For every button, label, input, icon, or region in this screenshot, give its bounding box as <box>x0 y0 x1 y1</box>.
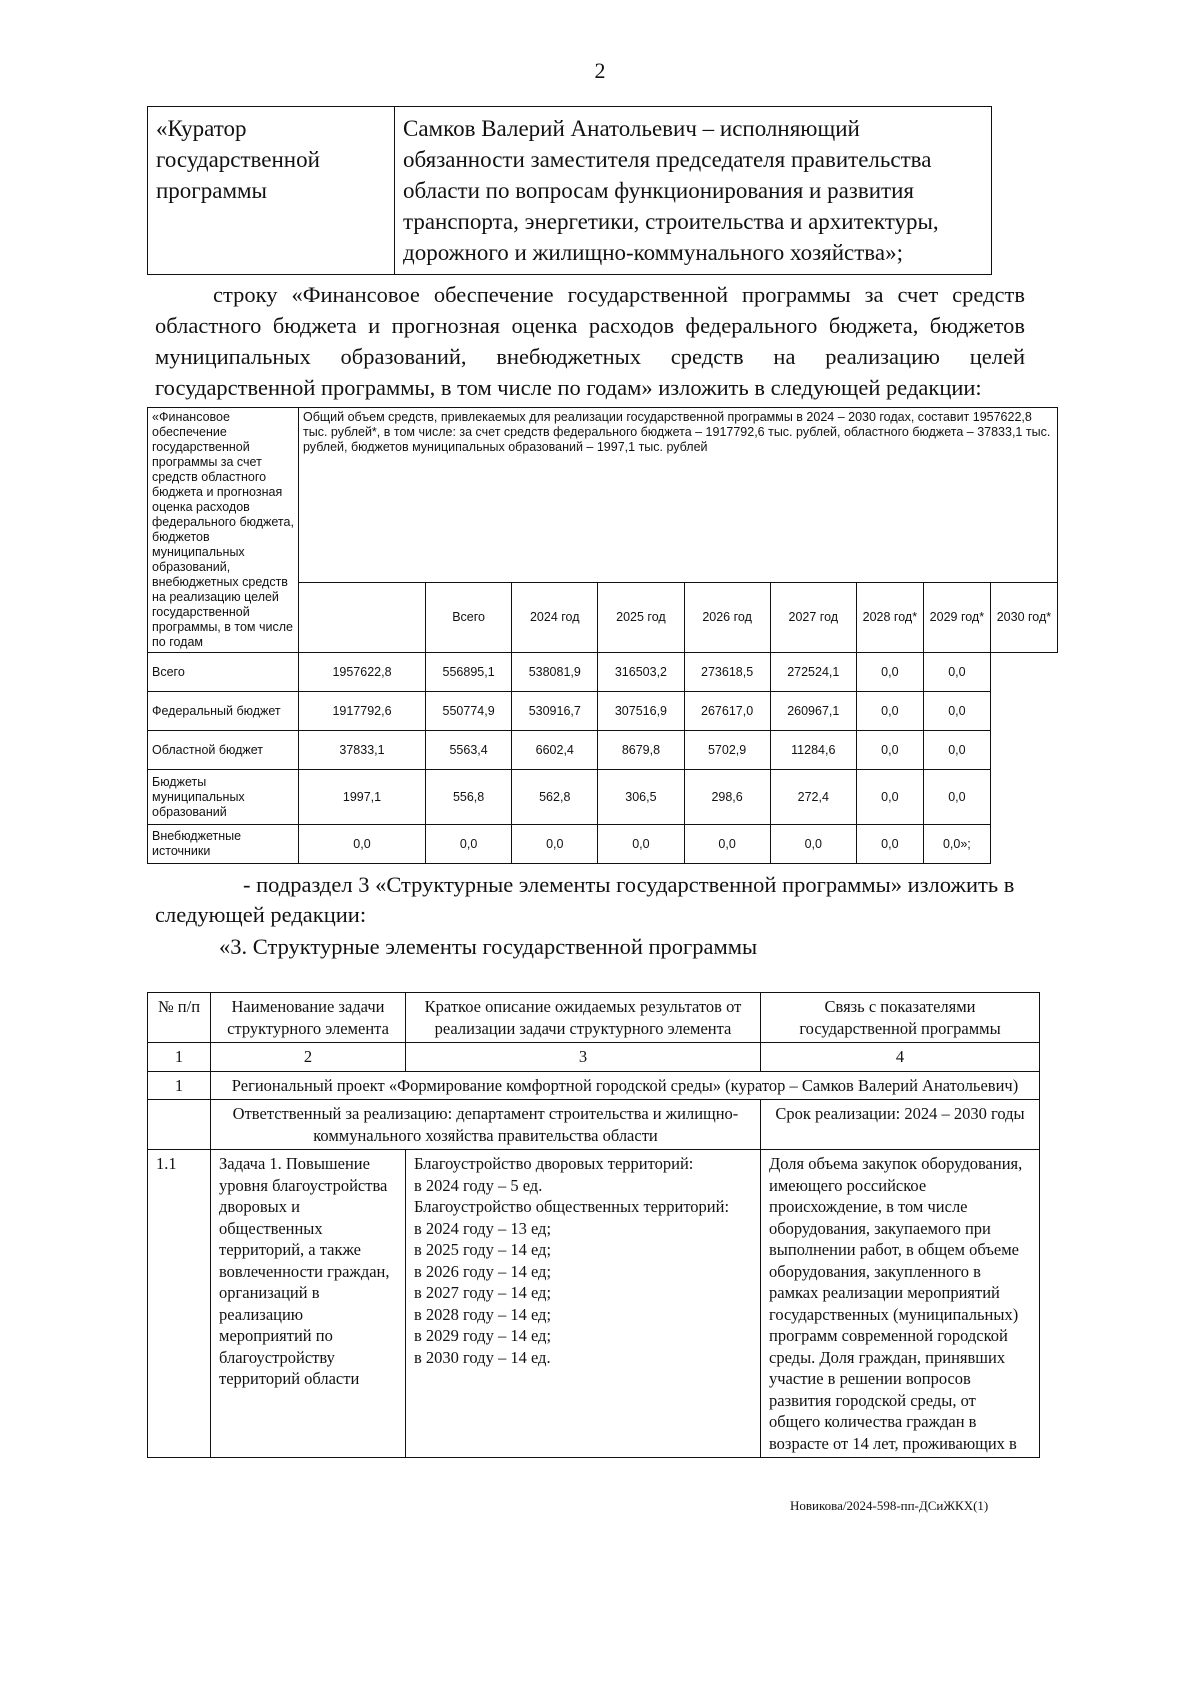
finance-value: 11284,6 <box>770 731 856 770</box>
finance-value: 538081,9 <box>512 653 598 692</box>
result-line: в 2026 году – 14 ед; <box>414 1261 552 1281</box>
finance-header: Всего <box>426 583 512 653</box>
finance-value: 556895,1 <box>426 653 512 692</box>
finance-label: «Финансовое обеспечение государственной программы за счет средств областного бюджета и прогнозная оценка расходов федерального бюджета, бюджетов муниципальных образований, внебюджетных средств на реализацию целей государственной программы, в том числе по годам <box>148 408 299 653</box>
finance-value: 272524,1 <box>770 653 856 692</box>
subsection-text: - подраздел 3 «Структурные элементы государственной программы» изложить в следующей редакции: <box>155 872 1015 927</box>
header-task: Наименование задачи структурного элемента <box>211 993 406 1043</box>
header-results: Краткое описание ожидаемых результатов от реализации задачи структурного элемента <box>406 993 761 1043</box>
finance-row-label: Внебюджетные источники <box>148 825 299 864</box>
paragraph-text: строку «Финансовое обеспечение государственной программы за счет средств областного бюджета и прогнозная оценка расходов федерального бюджета, бюджетов муниципальных образований, внебюджетных средств на реализацию целей государственной программы, в том числе по годам» изложить в следующей редакции: <box>155 282 1025 400</box>
finance-value: 0,0 <box>856 731 923 770</box>
finance-value: 0,0 <box>598 825 684 864</box>
header-no: № п/п <box>148 993 211 1043</box>
structure-table <box>147 992 1040 1458</box>
finance-value: 0,0 <box>512 825 598 864</box>
finance-value: 260967,1 <box>770 692 856 731</box>
finance-value: 267617,0 <box>684 692 770 731</box>
curator-value: Самков Валерий Анатольевич – исполняющий обязанности заместителя председателя правительства области по вопросам функционирования и развития транспорта, энергетики, строительства и архитектуры, дорожного и жилищно-коммунального хозяйства»; <box>395 107 992 275</box>
finance-row <box>148 770 1058 825</box>
result-line: Благоустройство дворовых территорий: <box>414 1154 694 1173</box>
result-line: в 2027 году – 14 ед; <box>414 1283 552 1302</box>
term: Срок реализации: 2024 – 2030 годы <box>761 1100 1040 1150</box>
finance-row <box>148 692 1058 731</box>
finance-value: 0,0 <box>856 770 923 825</box>
finance-value: 0,0 <box>923 692 990 731</box>
finance-value: 556,8 <box>426 770 512 825</box>
result-line: в 2024 году – 13 ед; <box>414 1218 552 1238</box>
result-line: в 2028 году – 14 ед; <box>414 1304 552 1324</box>
footer-reference: Новикова/2024-598-пп-ДСиЖКХ(1) <box>790 1498 989 1513</box>
col-number: 2 <box>211 1043 406 1072</box>
finance-value: 0,0 <box>923 770 990 825</box>
finance-value: 0,0 <box>856 653 923 692</box>
finance-header: 2028 год* <box>856 583 923 653</box>
finance-header: 2025 год <box>598 583 684 653</box>
finance-row-label: Областной бюджет <box>148 731 299 770</box>
row-number: 1.1 <box>148 1150 211 1458</box>
result-line: в 2025 году – 14 ед; <box>414 1240 552 1259</box>
finance-value: 0,0 <box>426 825 512 864</box>
finance-value: 0,0 <box>923 731 990 770</box>
finance-row-label: Федеральный бюджет <box>148 692 299 731</box>
finance-header: 2030 год* <box>990 583 1057 653</box>
col-number: 1 <box>148 1043 211 1072</box>
result-line: в 2030 году – 14 ед. <box>414 1347 551 1367</box>
row-results <box>406 1150 761 1458</box>
finance-value: 1957622,8 <box>299 653 426 692</box>
finance-value: 550774,9 <box>426 692 512 731</box>
finance-value: 8679,8 <box>598 731 684 770</box>
result-line: в 2029 году – 14 ед; <box>414 1326 552 1345</box>
row-indicators: Доля объема закупок оборудования, имеющего российское происхождение, в том числе оборудования, закупаемого при выполнении работ, в общем объеме оборудования, закупленного в рамках реализации мероприятий государственных (муниципальных) программ современной городской среды. Доля граждан, принявших участие в решении вопросов развития городской среды, от общего количества граждан в возрасте от 14 лет, проживающих в <box>761 1150 1040 1458</box>
empty-cell <box>148 1100 211 1150</box>
finance-value: 273618,5 <box>684 653 770 692</box>
col-number: 3 <box>406 1043 761 1072</box>
result-line: Благоустройство общественных территорий: <box>414 1197 730 1216</box>
finance-row <box>148 825 1058 864</box>
finance-value: 0,0 <box>856 825 923 864</box>
finance-value: 0,0 <box>923 653 990 692</box>
finance-summary: Общий объем средств, привлекаемых для реализации государственной программы в 2024 – 2030 годах, составит 1957622,8 тыс. рублей*, в том числе: за счет средств федерального бюджета – 1917792,6 тыс. рублей, областного бюджета – 37833,1 тыс. рублей, бюджетов муниципальных образований – 1997,1 тыс. рублей <box>299 408 1058 583</box>
project-number: 1 <box>148 1071 211 1100</box>
finance-value: 6602,4 <box>512 731 598 770</box>
finance-header: 2024 год <box>512 583 598 653</box>
paragraph-finance-intro <box>155 279 1025 403</box>
finance-header: 2027 год <box>770 583 856 653</box>
finance-header: 2029 год* <box>923 583 990 653</box>
finance-value: 37833,1 <box>299 731 426 770</box>
curator-table <box>147 106 992 275</box>
finance-table <box>147 407 1058 864</box>
finance-value: 306,5 <box>598 770 684 825</box>
finance-value: 5702,9 <box>684 731 770 770</box>
result-line: в 2024 году – 5 ед. <box>414 1175 543 1195</box>
finance-header: 2026 год <box>684 583 770 653</box>
finance-value: 0,0 <box>856 692 923 731</box>
finance-value: 0,0 <box>684 825 770 864</box>
finance-value: 1917792,6 <box>299 692 426 731</box>
responsible: Ответственный за реализацию: департамент строительства и жилищно-коммунального хозяйства правительства области <box>211 1100 761 1150</box>
finance-row <box>148 731 1058 770</box>
finance-value: 530916,7 <box>512 692 598 731</box>
finance-value: 0,0 <box>299 825 426 864</box>
finance-value: 0,0 <box>770 825 856 864</box>
finance-value: 298,6 <box>684 770 770 825</box>
section-title: «3. Структурные элементы государственной программы <box>219 934 758 959</box>
finance-row-label: Бюджеты муниципальных образований <box>148 770 299 825</box>
curator-label: «Куратор государственной программы <box>148 107 395 275</box>
page-number: 2 <box>594 58 606 83</box>
finance-value: 307516,9 <box>598 692 684 731</box>
paragraph-subsection <box>155 870 1025 962</box>
finance-value: 316503,2 <box>598 653 684 692</box>
col-number: 4 <box>761 1043 1040 1072</box>
finance-value: 272,4 <box>770 770 856 825</box>
finance-row-label: Всего <box>148 653 299 692</box>
finance-value: 1997,1 <box>299 770 426 825</box>
finance-row <box>148 653 1058 692</box>
finance-value: 0,0»; <box>923 825 990 864</box>
finance-value: 562,8 <box>512 770 598 825</box>
header-indicators: Связь с показателями государственной программы <box>761 993 1040 1043</box>
finance-header-empty <box>299 583 426 653</box>
row-task: Задача 1. Повышение уровня благоустройства дворовых и общественных территорий, а также вовлеченности граждан, организаций в реализацию мероприятий по благоустройству территорий области <box>211 1150 406 1458</box>
project-title: Региональный проект «Формирование комфортной городской среды» (куратор – Самков Валерий Анатольевич) <box>211 1071 1040 1100</box>
finance-value: 5563,4 <box>426 731 512 770</box>
